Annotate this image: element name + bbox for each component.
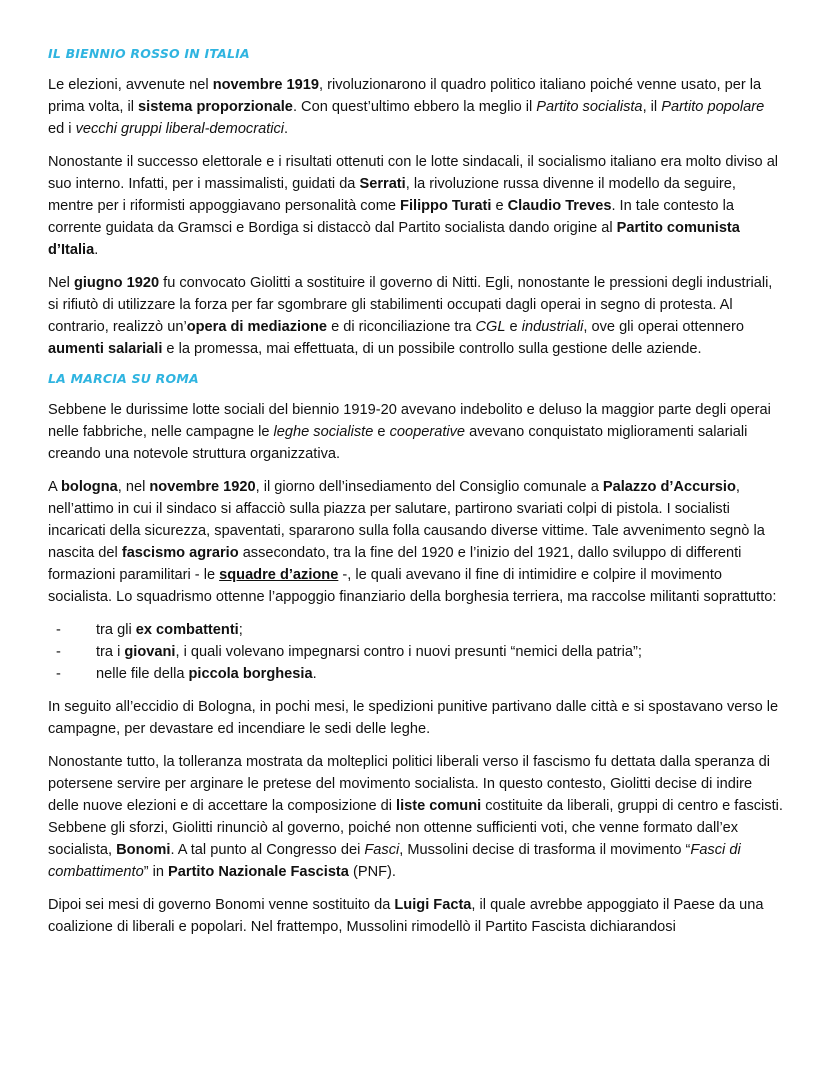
text-run: . [312,666,317,682]
text-run: Nonostante tutto, la tolleranza mostrata da molteplici politici liberali verso il fascismo fu dettata dalla speranza di potersene servire per arginare le pretese del movimento socialista. In questo contesto, Giolitti decise di indire delle nuove elezioni e di accettare la composizione di [48,754,770,814]
list-item [48,619,783,641]
text-run: . Con quest’ultimo ebbero la meglio il [292,99,537,115]
text-run: (PNF). [348,864,396,880]
italic-text: Fasci [364,842,400,858]
text-run: tra i [96,644,125,660]
text-run: Nonostante il successo elettorale e i risultati ottenuti con le lotte sindacali, il socialismo italiano era molto diviso al suo interno. Infatti, per i massimalisti, guidati da [48,154,779,192]
bold-text: Partito Nazionale Fascista [168,864,349,880]
text-run: , nell’attimo in cui il sindaco si affacciò sulla piazza per salutare, partirono svariati colpi di pistola. I socialisti incaricati della sicurezza, spaventati, spararono sulla folla causando diverse vittime. Tale avvenimento segnò la nascita del [48,479,765,561]
text-run: nelle file della [96,666,189,682]
bold-text: novembre 1919 [212,77,319,93]
italic-text: cooperative [389,424,466,440]
italic-text: industriali [521,319,584,335]
text-run: , i quali volevano impegnarsi contro i nuovi presunti “nemici della patria”; [175,644,642,660]
text-run: ed i [48,121,76,137]
bold-text: ex combattenti [135,622,239,638]
bold-text: giugno 1920 [73,275,160,291]
underlined-bold-text: squadre d’azione [219,567,339,583]
dash-bullet: - [56,622,61,638]
text-run: fu convocato Giolitti a sostituire il governo di Nitti. Egli, nonostante le pressioni degli industriali, si rifiutò di utilizzare la forza per far sgombrare gli stabilimenti occupati dagli operai in segno di protesta. Al contrario, realizzò un’ [48,275,773,335]
italic-text: vecchi gruppi liberal-democratici [75,121,285,137]
text-run: -, le quali avevano il fine di intimidire e colpire il movimento socialista. Lo squadrismo ottenne l’appoggio finanziario della borghesia terriera, ma raccolse militanti soprattutto: [48,567,777,605]
bold-text: piccola borghesia [188,666,313,682]
bold-text: sistema proporzionale [138,99,293,115]
italic-text: leghe socialiste [273,424,374,440]
text-run: , ove gli operai ottennero [583,319,745,335]
text-run: tra gli [96,622,136,638]
section-heading-marcia-su-roma: LA MARCIA SU ROMA [48,371,199,386]
text-run: . [94,242,99,258]
text-run: e [373,424,390,440]
bold-text: Serrati [359,176,406,192]
text-run: costituite da liberali, gruppi di centro e fascisti. Sebbene gli sforzi, Giolitti rinunciò al governo, poiché non ottenne sufficienti voti, che venne formato dall’ex socialista, [48,798,783,858]
text-run: . A tal punto al Congresso dei [170,842,365,858]
paragraph [48,74,783,140]
paragraph [48,399,783,465]
bold-text: novembre 1920 [149,479,256,495]
bullet-list [48,619,783,685]
text-run: , il [642,99,662,115]
bold-text: Bonomi [116,842,171,858]
bold-text: Luigi Facta [394,897,472,913]
bold-text: Filippo Turati [400,198,492,214]
text-run: ; [238,622,243,638]
bold-text: aumenti salariali [48,341,163,357]
text-run: , il quale avrebbe appoggiato il Paese da una coalizione di liberali e popolari. Nel frattempo, Mussolini rimodellò il Partito Fascista dichiarandosi [48,897,764,935]
italic-text: Partito socialista [536,99,643,115]
text-run: . [284,121,289,137]
paragraph [48,476,783,608]
text-run: e di riconciliazione tra [327,319,476,335]
paragraph [48,696,783,740]
text-run: Dipoi sei mesi di governo Bonomi venne sostituito da [48,897,395,913]
italic-text: CGL [475,319,506,335]
text-run: assecondato, tra la fine del 1920 e l’inizio del 1921, dallo sviluppo di differenti formazioni paramilitari - le [48,545,742,583]
text-run: Sebbene le durissime lotte sociali del biennio 1919-20 avevano indebolito e deluso la maggior parte degli operai nelle fabbriche, nelle campagne le [48,402,771,440]
paragraph [48,151,783,261]
paragraph [48,272,783,360]
text-run: e [491,198,508,214]
bold-text: fascismo agrario [121,545,239,561]
document-page [48,44,783,949]
bold-text: Claudio Treves [507,198,612,214]
bold-text: Partito comunista d’Italia [48,220,740,258]
text-run: avevano conquistato miglioramenti salariali creando una notevole struttura organizzativa. [48,424,748,462]
text-run: e la promessa, mai effettuata, di un possibile controllo sulla gestione delle aziende. [162,341,702,357]
text-run: , il giorno dell’insediamento del Consiglio comunale a [255,479,603,495]
italic-text: Fasci di combattimento [48,842,741,880]
text-run: In seguito all’eccidio di Bologna, in pochi mesi, le spedizioni punitive partivano dalle città e si spostavano verso le campagne, per devastare ed incendiare le sedi delle leghe. [48,699,779,737]
list-item [48,663,783,685]
dash-bullet: - [56,666,61,682]
text-run: Le elezioni, avvenute nel [48,77,213,93]
text-run: , la rivoluzione russa divenne il modello da seguire, mentre per i riformisti appoggiavano personalità come [48,176,736,214]
section-heading-biennio-rosso: IL BIENNIO ROSSO IN ITALIA [48,46,250,61]
text-run: . In tale contesto la corrente guidata da Gramsci e Bordiga si distaccò dal Partito socialista dando origine al [48,198,734,236]
paragraph [48,751,783,883]
list-item [48,641,783,663]
bold-text: giovani [124,644,176,660]
bold-text: Palazzo d’Accursio [602,479,736,495]
italic-text: Partito popolare [661,99,765,115]
text-run: , Mussolini decise di trasforma il movimento “ [399,842,691,858]
text-run: e [505,319,522,335]
dash-bullet: - [56,644,61,660]
bold-text: liste comuni [396,798,482,814]
bold-text: opera di mediazione [186,319,328,335]
text-run: Nel [48,275,74,291]
bold-text: bologna [60,479,118,495]
text-run: A [48,479,61,495]
text-run: ” in [143,864,169,880]
text-run: , nel [117,479,150,495]
paragraph [48,894,783,938]
text-run: , rivoluzionarono il quadro politico italiano poiché venne usato, per la prima volta, il [48,77,762,115]
